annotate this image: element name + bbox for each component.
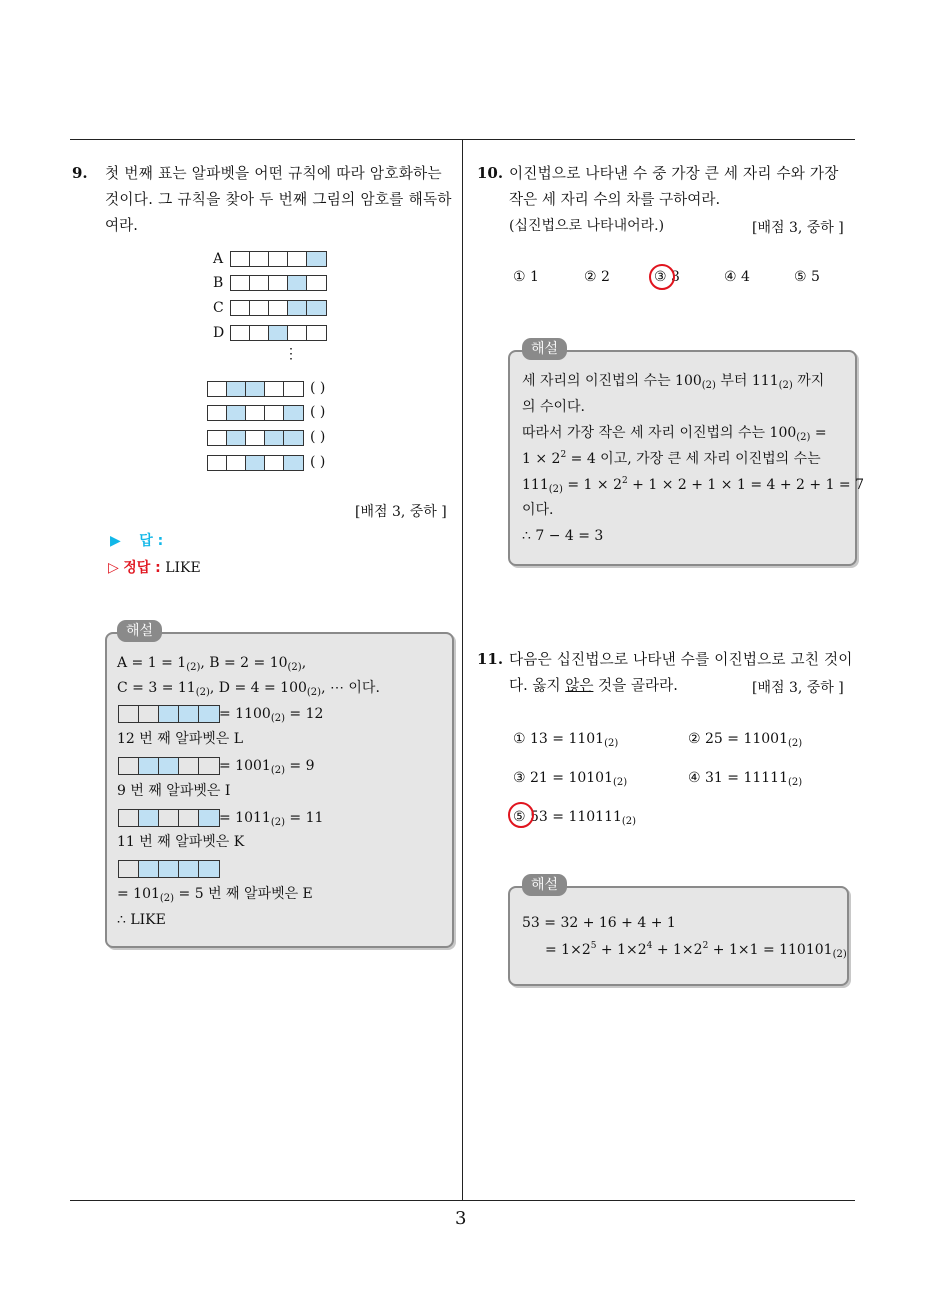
strip-cell (159, 706, 179, 722)
strip-cell (307, 326, 326, 340)
q9-sol-eq-2: = $1001_{(2)} = 9$ (219, 758, 315, 776)
q9-sol-strip-3 (118, 809, 220, 827)
q10-option-4[interactable]: ④ 4 (724, 269, 750, 285)
strip-cell (246, 406, 265, 420)
strip-cell (265, 406, 284, 420)
q10-score: [배점 3, 중하 ] (752, 220, 844, 236)
q9-puzzle-paren-1: ( ) (310, 380, 326, 396)
q10-sol-line-2: 의 수이다. (522, 399, 585, 415)
strip-cell (199, 861, 219, 877)
q9-sol-eq-4: = $101_{(2)} = 5$ 번 째 알파벳은 E (117, 886, 313, 904)
q9-score: [배점 3, 중하 ] (355, 504, 447, 520)
q9-sol-note-1: 12 번 째 알파벳은 L (117, 731, 244, 747)
strip-cell (159, 758, 179, 774)
strip-cell (208, 456, 227, 470)
q9-puzzle-strip-4 (207, 455, 304, 471)
q9-sol-line-1: $A = 1 = 1_{(2)}$, $B = 2 = 10_{(2)}$, (117, 655, 307, 673)
q10-sol-line-6: 이다. (522, 502, 554, 518)
q10-note: (십진법으로 나타내어라.) (509, 218, 665, 234)
q9-key-label-c: C (213, 300, 224, 316)
q11-option-1[interactable]: ① $13 = 1101_{(2)}$ (513, 731, 619, 749)
strip-cell (246, 456, 265, 470)
q9-sol-strip-2 (118, 757, 220, 775)
strip-cell (179, 861, 199, 877)
strip-cell (139, 810, 159, 826)
strip-cell (179, 706, 199, 722)
q9-sol-note-2: 9 번 째 알파벳은 I (117, 783, 231, 799)
strip-cell (227, 431, 246, 445)
q9-sol-final: ∴ LIKE (117, 912, 166, 928)
q9-sol-strip-1 (118, 705, 220, 723)
strip-cell (231, 301, 250, 315)
q11-sol-line-1: 53 = 32 + 16 + 4 + 1 (522, 915, 676, 931)
strip-cell (250, 301, 269, 315)
strip-cell (246, 382, 265, 396)
strip-cell (119, 758, 139, 774)
strip-cell (208, 382, 227, 396)
q9-sol-line-2: $C = 3 = 11_{(2)}$, $D = 4 = 100_{(2)}$, ⋯ 이다. (117, 680, 380, 698)
strip-cell (265, 431, 284, 445)
strip-cell (307, 252, 326, 266)
strip-cell (139, 706, 159, 722)
q10-sol-line-7: ∴ 7 − 4 = 3 (522, 528, 604, 544)
q11-option-4[interactable]: ④ $31 = 11111_{(2)}$ (688, 770, 803, 788)
q9-solution-tag: 해설 (117, 620, 162, 642)
q9-puzzle-paren-4: ( ) (310, 454, 326, 470)
q11-option-5[interactable]: ⑤ $53 = 110111_{(2)}$ (513, 809, 637, 827)
q9-puzzle-strip-3 (207, 430, 304, 446)
page-number: 3 (455, 1208, 467, 1229)
strip-cell (288, 326, 307, 340)
strip-cell (199, 810, 219, 826)
strip-cell (159, 861, 179, 877)
strip-cell (307, 276, 326, 290)
q9-puzzle-strip-1 (207, 381, 304, 397)
strip-cell (288, 276, 307, 290)
strip-cell (199, 758, 219, 774)
q10-option-1[interactable]: ① 1 (513, 269, 539, 285)
q9-key-strip-c (230, 300, 327, 316)
answer-arrow-icon: ▶ (110, 533, 121, 549)
q9-puzzle-paren-2: ( ) (310, 404, 326, 420)
q10-sol-line-3: 따라서 가장 작은 세 자리 이진법의 수는 $100_{(2)}$ = (522, 425, 827, 443)
strip-cell (119, 810, 139, 826)
q11-number: 11. (477, 650, 504, 668)
strip-cell (179, 810, 199, 826)
q9-answer-row (110, 530, 163, 550)
q10-sol-line-1: 세 자리의 이진법의 수는 $100_{(2)}$ 부터 $111_{(2)}$ 까지 (522, 373, 825, 391)
strip-cell (265, 382, 284, 396)
q11-text-line-1: 다음은 십진법으로 나타낸 수를 이진법으로 고친 것이 (509, 651, 853, 668)
q9-answer-label: 답 : (139, 533, 164, 549)
q11-solution-box (508, 886, 849, 986)
strip-cell (269, 276, 288, 290)
q10-option-3[interactable]: ③ 3 (654, 269, 680, 285)
q9-key-strip-a (230, 251, 327, 267)
q10-option-5[interactable]: ⑤ 5 (794, 269, 820, 285)
strip-cell (307, 301, 326, 315)
strip-cell (284, 406, 303, 420)
q9-sol-eq-1: = $1100_{(2)} = 12$ (219, 706, 324, 724)
strip-cell (269, 326, 288, 340)
strip-cell (265, 456, 284, 470)
q9-text-line-1: 첫 번째 표는 알파벳을 어떤 규칙에 따라 암호화하는 (105, 165, 442, 182)
strip-cell (269, 252, 288, 266)
q9-correct-value: LIKE (165, 560, 201, 576)
strip-cell (231, 276, 250, 290)
q9-text-line-2: 것이다. 그 규칙을 찾아 두 번째 그림의 암호를 해독하 (105, 191, 452, 208)
strip-cell (227, 406, 246, 420)
strip-cell (179, 758, 199, 774)
q9-sol-strip-4 (118, 860, 220, 878)
q11-solution-tag: 해설 (522, 874, 567, 896)
strip-cell (119, 706, 139, 722)
q10-sol-line-4: $1 \times 2^2 = 4$ 이고, 가장 큰 세 자리 이진법의 수는 (522, 450, 821, 467)
q9-key-label-a: A (213, 251, 224, 267)
q11-option-2[interactable]: ② $25 = 11001_{(2)}$ (688, 731, 803, 749)
strip-cell (288, 301, 307, 315)
q9-key-strip-b (230, 275, 327, 291)
strip-cell (250, 326, 269, 340)
strip-cell (139, 861, 159, 877)
q9-sol-note-3: 11 번 째 알파벳은 K (117, 834, 245, 850)
strip-cell (284, 382, 303, 396)
q9-key-strip-d (230, 325, 327, 341)
strip-cell (208, 431, 227, 445)
q10-text-line-2: 작은 세 자리 수의 차를 구하여라. (509, 191, 721, 208)
q9-number: 9. (72, 164, 88, 182)
q9-correct-row (108, 557, 201, 577)
q9-puzzle-strip-2 (207, 405, 304, 421)
strip-cell (227, 382, 246, 396)
q9-puzzle-paren-3: ( ) (310, 429, 326, 445)
q11-option-3[interactable]: ③ $21 = 10101_{(2)}$ (513, 770, 628, 788)
strip-cell (250, 252, 269, 266)
strip-cell (284, 456, 303, 470)
q11-answer-circle-icon (508, 802, 534, 828)
strip-cell (269, 301, 288, 315)
strip-cell (139, 758, 159, 774)
q10-answer-circle-icon (649, 264, 675, 290)
strip-cell (231, 326, 250, 340)
strip-cell (250, 276, 269, 290)
q9-key-label-b: B (213, 275, 224, 291)
column-divider (462, 139, 463, 1201)
q10-solution-tag: 해설 (522, 338, 567, 360)
strip-cell (199, 706, 219, 722)
q10-option-2[interactable]: ② 2 (584, 269, 610, 285)
strip-cell (231, 252, 250, 266)
strip-cell (288, 252, 307, 266)
strip-cell (119, 861, 139, 877)
strip-cell (246, 431, 265, 445)
q10-number: 10. (477, 164, 504, 182)
q10-text-line-1: 이진법으로 나타낸 수 중 가장 큰 세 자리 수와 가장 (509, 165, 839, 182)
q11-text-line-2: 다. 옳지 않은 것을 골라라. (509, 677, 678, 694)
strip-cell (284, 431, 303, 445)
q9-correct-label: 정답 : (123, 560, 161, 576)
q9-text-line-3: 여라. (105, 217, 138, 234)
strip-cell (159, 810, 179, 826)
q9-key-label-d: D (213, 325, 225, 341)
q9-vdots: ⋮ (284, 346, 298, 362)
strip-cell (208, 406, 227, 420)
q9-sol-eq-3: = $1011_{(2)} = 11$ (219, 810, 324, 828)
q11-sol-line-2: = $1\times 2^5 + 1\times 2^4 + 1\times 2^2 + 1\times 1 = 110101_{(2)}$ (545, 941, 847, 960)
correct-arrow-icon: ▷ (108, 560, 119, 576)
q10-sol-line-5: $111_{(2)} = 1 \times 2^2 + 1 \times 2 + 1 \times 1 = 4 + 2 + 1 = 7$ (522, 476, 865, 495)
q11-score: [배점 3, 중하 ] (752, 680, 844, 696)
strip-cell (227, 456, 246, 470)
